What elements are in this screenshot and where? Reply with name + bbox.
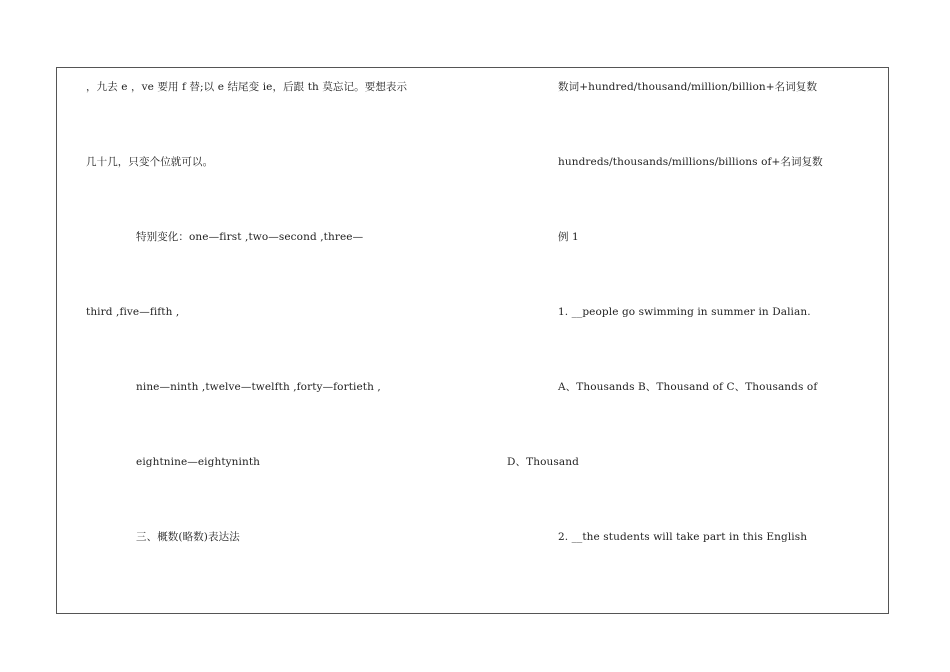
left-line-6: eightnine—eightyninth — [136, 456, 261, 468]
right-line-2: hundreds/thousands/millions/billions of+名词复数 — [558, 156, 823, 168]
right-line-5: A、Thousands B、Thousand of C、Thousands of — [558, 381, 818, 393]
right-line-4: 1. __people go swimming in summer in Dalian. — [558, 306, 811, 318]
right-line-1: 数词+hundred/thousand/million/billion+名词复数 — [558, 81, 818, 93]
left-line-1: ，九去 e ，ve 要用 f 替;以 e 结尾变 ie，后跟 th 莫忘记。要想表示 — [86, 81, 408, 93]
left-line-3: 特别变化：one—first ,two—second ,three— — [136, 231, 364, 243]
left-line-7: 三、概数(略数)表达法 — [136, 531, 240, 543]
left-line-5: nine—ninth ,twelve—twelfth ,forty—fortieth , — [136, 381, 381, 393]
right-line-3: 例 1 — [558, 231, 579, 243]
right-line-6: D、Thousand — [507, 456, 579, 468]
left-line-4: third ,five—fifth , — [86, 306, 180, 318]
left-line-2: 几十几，只变个位就可以。 — [86, 156, 214, 168]
right-line-7: 2. __the students will take part in this English — [558, 531, 808, 543]
